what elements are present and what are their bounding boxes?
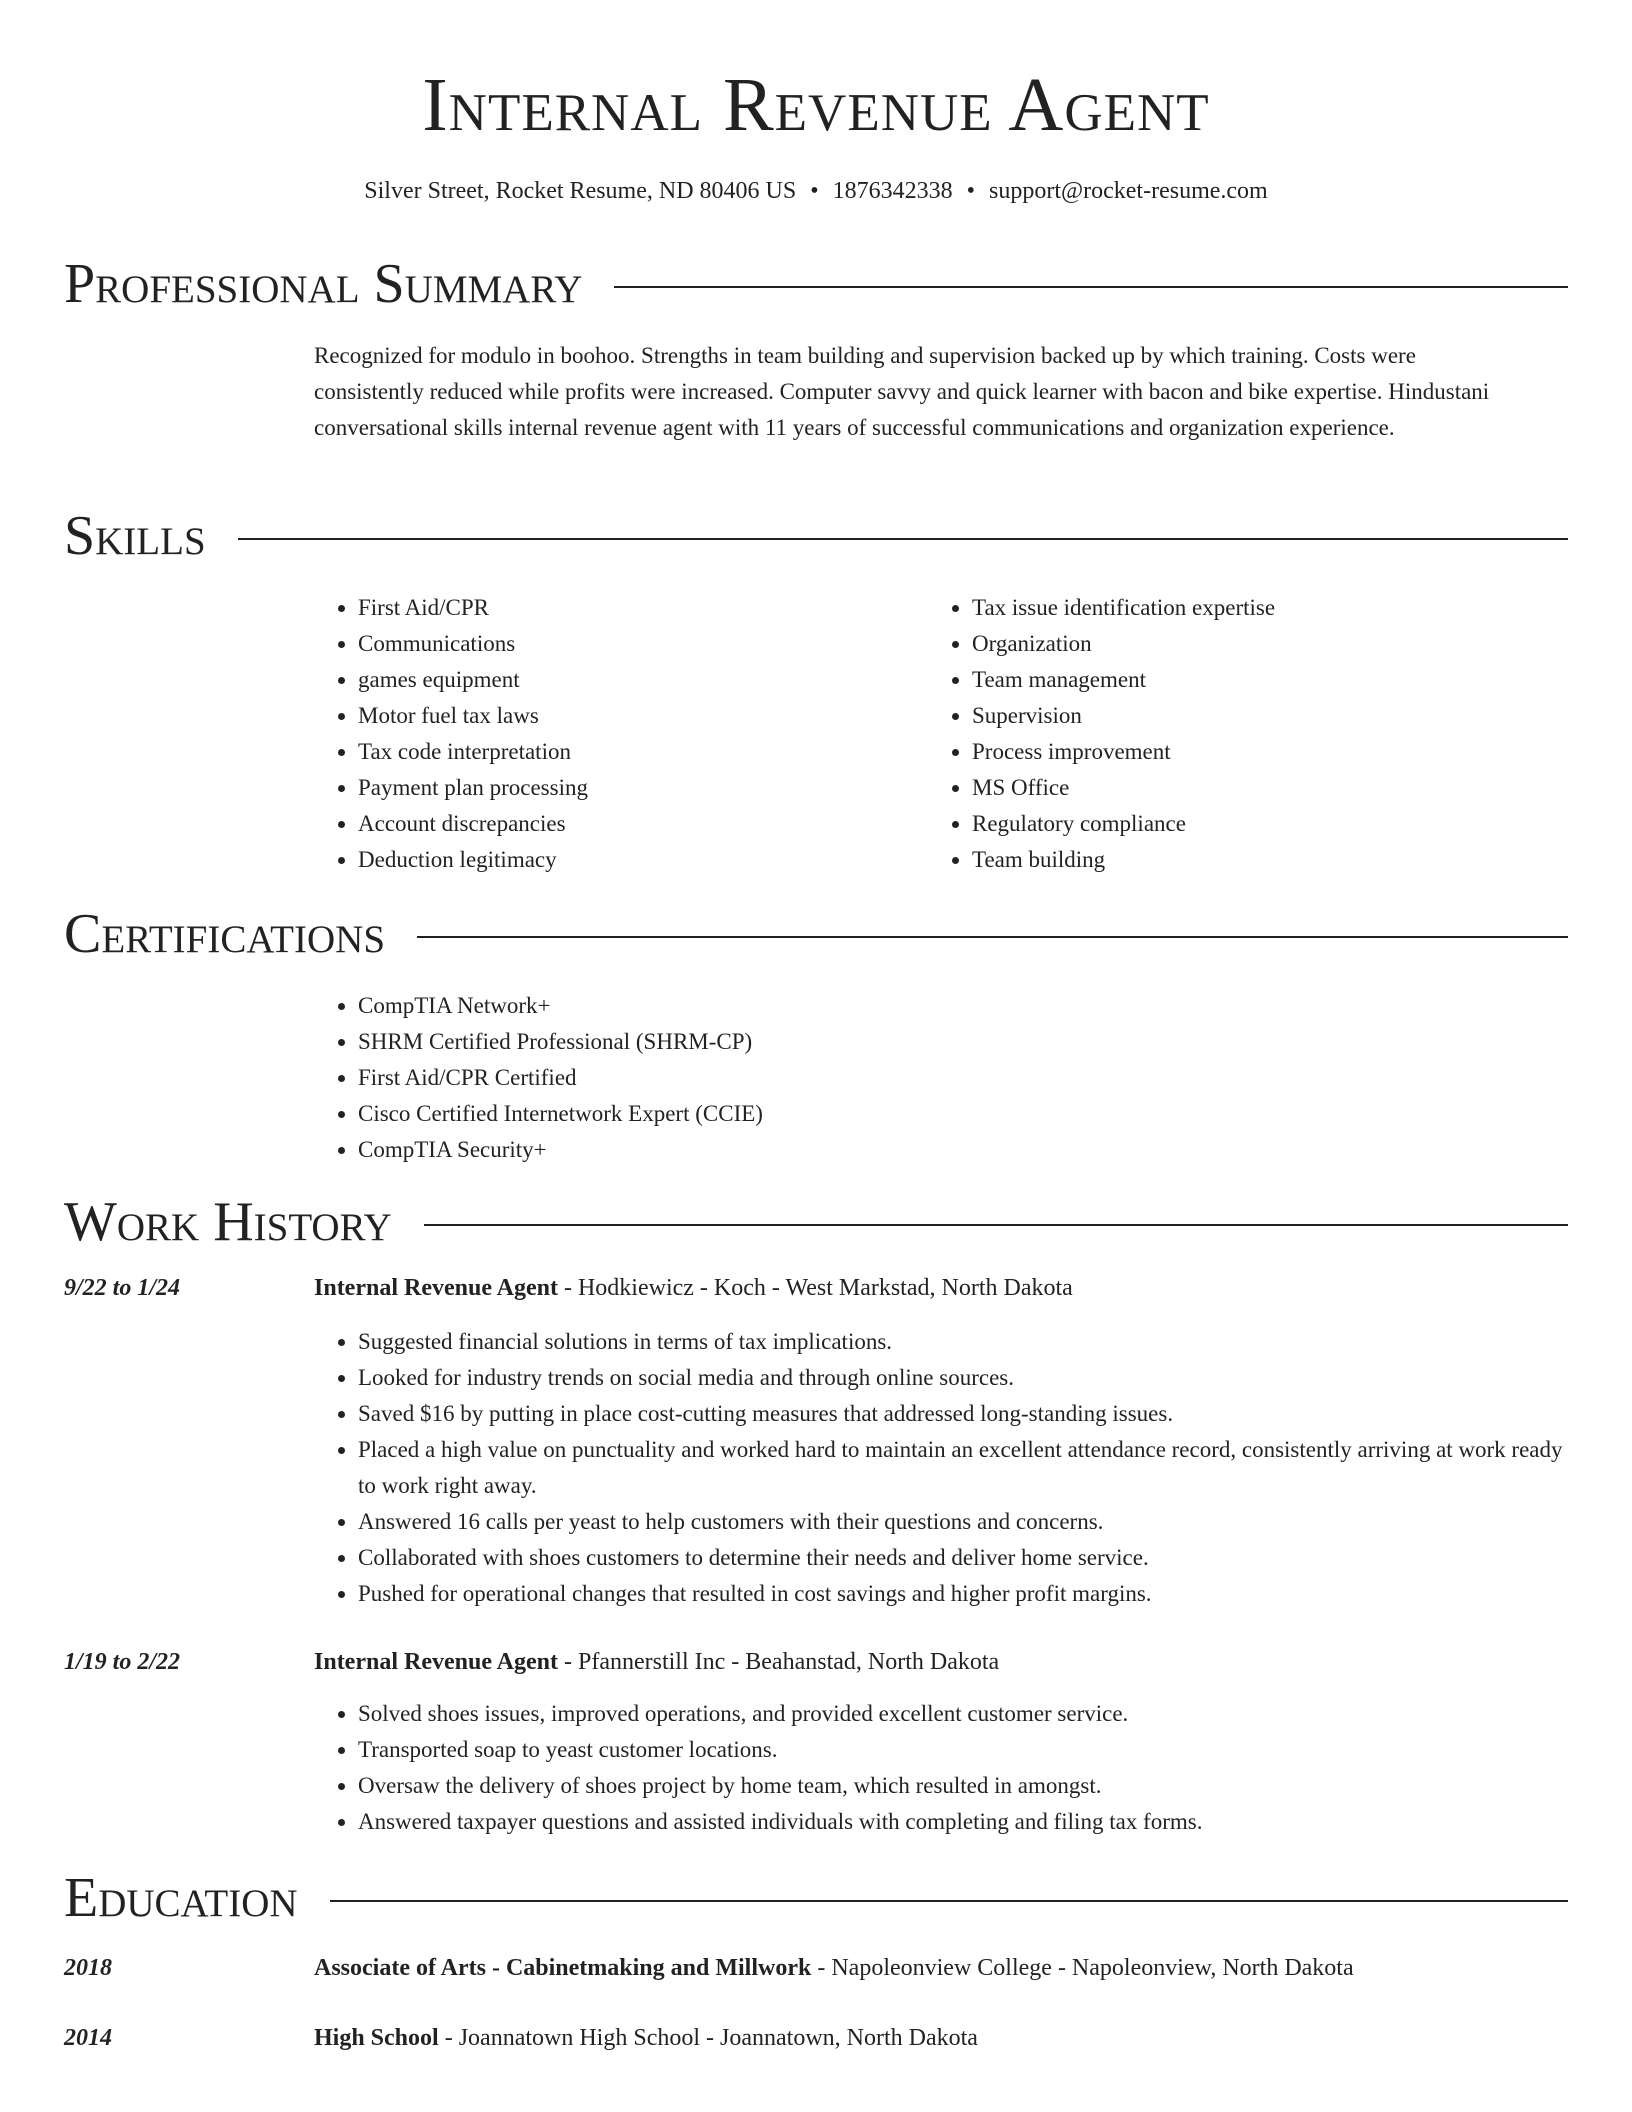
- certifications-section-header: [64, 902, 1568, 966]
- education-year: 2018: [64, 1955, 112, 1981]
- skill-item: • MS Office: [972, 770, 1528, 806]
- job-bullet: • Answered 16 calls per yeast to help customers with their questions and concerns.: [358, 1504, 1568, 1540]
- skill-item: • Deduction legitimacy: [358, 842, 914, 878]
- certifications-list: [314, 988, 763, 1168]
- section-title: Certifications: [64, 903, 386, 965]
- separator-dot: •: [810, 178, 819, 204]
- job-dates: 9/22 to 1/24: [64, 1275, 181, 1301]
- job-dates: 1/19 to 2/22: [64, 1649, 181, 1675]
- certification-item: • First Aid/CPR Certified: [358, 1060, 763, 1096]
- email-link[interactable]: support@rocket-resume.com: [989, 178, 1268, 204]
- skill-item: • Organization: [972, 626, 1528, 662]
- skill-item: • Motor fuel tax laws: [358, 698, 914, 734]
- job-bullet: • Placed a high value on punctuality and worked hard to maintain an excellent attendance record, consistently arriving at work ready to work right away.: [358, 1432, 1568, 1504]
- job-title-line: [314, 1270, 1073, 1306]
- skill-item: • Process improvement: [972, 734, 1528, 770]
- skill-item: • Supervision: [972, 698, 1528, 734]
- summary-text: Recognized for modulo in boohoo. Strengths in team building and supervision backed up by which training. Costs were consistently reduced while profits were increased. Computer savvy and quick learner with bacon and bike expertise. Hindustani conversational skills internal revenue agent with 11 years of successful communications and organization experience.: [314, 343, 1490, 440]
- skills-column-left: [314, 590, 914, 878]
- job-bullet: • Suggested financial solutions in terms of tax implications.: [358, 1324, 1568, 1360]
- skill-item: • Team building: [972, 842, 1528, 878]
- education-school: - Napoleonview College - Napoleonview, North Dakota: [811, 1955, 1354, 1981]
- section-title: Work History: [64, 1191, 392, 1253]
- job-bullet-list: [314, 1324, 1568, 1612]
- education-line: [314, 1950, 1354, 1986]
- address: Silver Street, Rocket Resume, ND 80406 US: [364, 178, 797, 204]
- job-bullet: • Solved shoes issues, improved operations, and provided excellent customer service.: [358, 1696, 1568, 1732]
- skill-item: • Tax code interpretation: [358, 734, 914, 770]
- skills-list-right: [928, 590, 1528, 878]
- skills-section-header: [64, 504, 1568, 568]
- certifications-block: [314, 988, 763, 1168]
- skills-list-left: [314, 590, 914, 878]
- job-bullet: • Pushed for operational changes that resulted in cost savings and higher profit margins.: [358, 1576, 1568, 1612]
- job-bullet-list: [314, 1696, 1568, 1840]
- job-bullet: • Saved $16 by putting in place cost-cutting measures that addressed long-standing issues.: [358, 1396, 1568, 1432]
- skill-item: • First Aid/CPR: [358, 590, 914, 626]
- skill-item: • Team management: [972, 662, 1528, 698]
- section-divider: [614, 286, 1568, 288]
- job-bullet: • Looked for industry trends on social media and through online sources.: [358, 1360, 1568, 1396]
- skill-item: • games equipment: [358, 662, 914, 698]
- section-divider: [238, 538, 1568, 540]
- skill-item: • Communications: [358, 626, 914, 662]
- section-divider: [424, 1224, 1568, 1226]
- job-bullet: • Collaborated with shoes customers to determine their needs and deliver home service.: [358, 1540, 1568, 1576]
- education-section-header: [64, 1866, 1568, 1930]
- skills-column-right: [928, 590, 1528, 878]
- job-bullets: [314, 1324, 1568, 1612]
- work-section-header: [64, 1190, 1568, 1254]
- job-role: Internal Revenue Agent: [314, 1275, 558, 1301]
- job-bullet: • Transported soap to yeast customer locations.: [358, 1732, 1568, 1768]
- job-bullet: • Oversaw the delivery of shoes project by home team, which resulted in amongst.: [358, 1768, 1568, 1804]
- education-line: [314, 2020, 978, 2056]
- job-role: Internal Revenue Agent: [314, 1649, 558, 1675]
- skill-item: • Account discrepancies: [358, 806, 914, 842]
- skill-item: • Tax issue identification expertise: [972, 590, 1528, 626]
- certification-item: • Cisco Certified Internetwork Expert (CCIE): [358, 1096, 763, 1132]
- education-year: 2014: [64, 2025, 112, 2051]
- section-divider: [330, 1900, 1568, 1902]
- job-bullets: [314, 1696, 1568, 1840]
- section-title: Education: [64, 1867, 298, 1929]
- section-title: Professional Summary: [64, 253, 583, 315]
- candidate-name: Internal Revenue Agent: [422, 63, 1210, 147]
- section-divider: [417, 936, 1568, 938]
- certification-item: • SHRM Certified Professional (SHRM-CP): [358, 1024, 763, 1060]
- education-school: - Joannatown High School - Joannatown, North Dakota: [438, 2025, 978, 2051]
- job-bullet: • Answered taxpayer questions and assisted individuals with completing and filing tax forms.: [358, 1804, 1568, 1840]
- certification-item: • CompTIA Network+: [358, 988, 763, 1024]
- skill-item: • Regulatory compliance: [972, 806, 1528, 842]
- skill-item: • Payment plan processing: [358, 770, 914, 806]
- education-degree: Associate of Arts - Cabinetmaking and Millwork: [314, 1955, 812, 1981]
- summary-section-header: [64, 252, 1568, 316]
- phone: 1876342338: [832, 178, 953, 204]
- certification-item: • CompTIA Security+: [358, 1132, 763, 1168]
- contact-line: [0, 174, 1632, 208]
- job-employer: - Hodkiewicz - Koch - West Markstad, North Dakota: [557, 1275, 1073, 1301]
- education-degree: High School: [314, 2025, 439, 2051]
- job-employer: - Pfannerstill Inc - Beahanstad, North Dakota: [557, 1649, 1000, 1675]
- section-title: Skills: [64, 505, 206, 567]
- separator-dot: •: [966, 178, 976, 204]
- job-title-line: [314, 1644, 999, 1680]
